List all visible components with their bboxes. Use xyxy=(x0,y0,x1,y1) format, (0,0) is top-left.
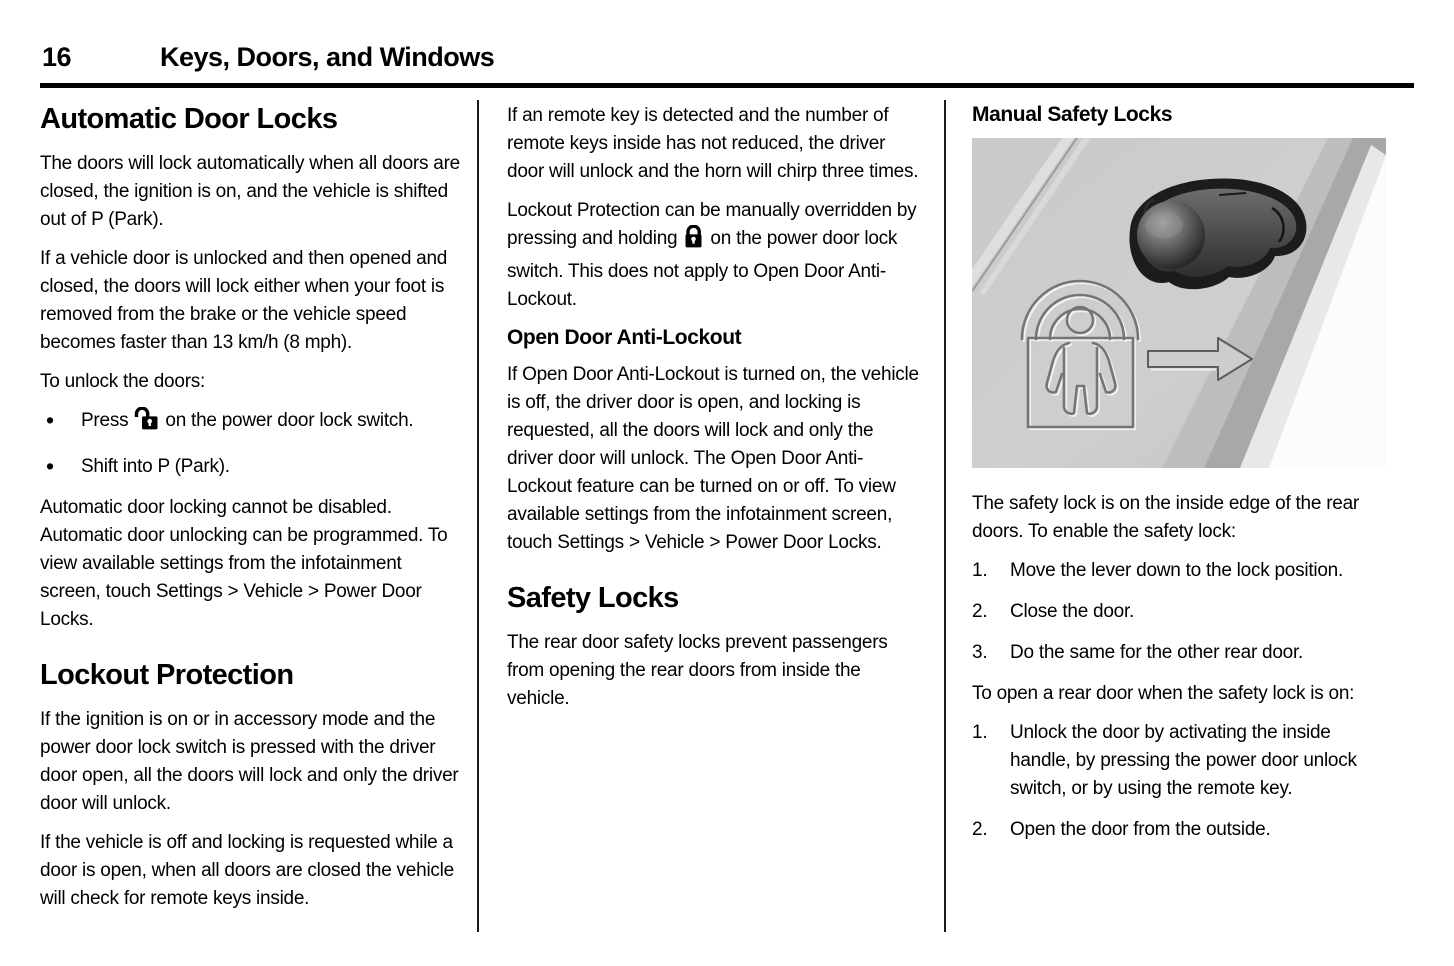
column-divider xyxy=(944,100,946,932)
paragraph xyxy=(507,197,921,314)
page-title: Keys, Doors, and Windows xyxy=(160,42,495,72)
numbered-step xyxy=(972,598,1386,626)
numbered-step xyxy=(972,719,1386,803)
numbered-step xyxy=(972,639,1386,667)
header-rule xyxy=(40,83,1414,88)
step-number: 1. xyxy=(972,560,988,581)
bullet-text xyxy=(81,407,413,440)
paragraph: The rear door safety locks prevent passengers from opening the rear doors from inside the vehicle. xyxy=(507,632,888,709)
step-number: 2. xyxy=(972,601,988,622)
step-text: Move the lever down to the lock position. xyxy=(1010,560,1343,581)
bullet-text: Shift into P (Park). xyxy=(81,456,230,477)
paragraph: If the vehicle is off and locking is requested while a door is open, when all doors are closed the vehicle will check for remote keys inside. xyxy=(40,832,454,909)
bullet-item xyxy=(40,453,464,481)
paragraph: If an remote key is detected and the number of remote keys inside has not reduced, the driver door will unlock and the horn will chirp three times. xyxy=(507,105,919,182)
section-heading-lockout-protection: Lockout Protection xyxy=(40,659,294,691)
lock-padlock-icon xyxy=(682,225,705,258)
paragraph: To unlock the doors: xyxy=(40,371,206,392)
step-text: Unlock the door by activating the inside handle, by pressing the power door unlock switch, or by using the remote key. xyxy=(1010,722,1357,799)
paragraph: If the ignition is on or in accessory mode and the power door lock switch is pressed with the driver door open, all the doors will lock and only the driver door will unlock. xyxy=(40,709,459,814)
paragraph: Automatic door locking cannot be disabled. Automatic door unlocking can be programmed. To view available settings from the infotainment screen, touch Settings > Vehicle > Power Door Locks. xyxy=(40,497,448,630)
paragraph-text-post: on the power door lock switch. This does not apply to Open Door Anti-Lockout. xyxy=(507,228,898,310)
step-number: 1. xyxy=(972,722,988,743)
section-heading-safety-locks: Safety Locks xyxy=(507,582,679,614)
column-3 xyxy=(972,102,1386,857)
unlock-padlock-icon xyxy=(133,407,160,440)
bullet-item xyxy=(40,407,464,440)
paragraph: The doors will lock automatically when all doors are closed, the ignition is on, and the vehicle is shifted out of P (Park). xyxy=(40,153,460,230)
bullet-text-post: on the power door lock switch. xyxy=(160,410,414,431)
numbered-step xyxy=(972,557,1386,585)
step-number: 2. xyxy=(972,819,988,840)
paragraph: If a vehicle door is unlocked and then opened and closed, the doors will lock either when your foot is removed from the brake or the vehicle speed becomes faster than 13 km/h (8 mph). xyxy=(40,248,448,353)
page-number: 16 xyxy=(42,42,72,72)
numbered-step xyxy=(972,816,1386,844)
step-text: Do the same for the other rear door. xyxy=(1010,642,1304,663)
child-safety-lock-door-edge-illustration xyxy=(972,138,1386,468)
subheading-manual-safety-locks: Manual Safety Locks xyxy=(972,103,1173,126)
paragraph-text-pre: Lockout Protection can be manually overridden by pressing and holding xyxy=(507,200,917,249)
step-text: Open the door from the outside. xyxy=(1010,819,1271,840)
paragraph: If Open Door Anti-Lockout is turned on, the vehicle is off, the driver door is open, and locking is requested, all the doors will lock and only the driver door will unlock. The Open Door Anti-Lockout feature can be turned on or off. To view available settings from the infotainment screen, touch Settings > Vehicle > Power Door Locks. xyxy=(507,364,919,553)
paragraph: The safety lock is on the inside edge of the rear doors. To enable the safety lock: xyxy=(972,493,1359,542)
column-divider xyxy=(477,100,479,932)
step-number: 3. xyxy=(972,642,988,663)
bullet-text-pre: Press xyxy=(81,410,134,431)
section-heading-automatic-door-locks: Automatic Door Locks xyxy=(40,103,338,135)
subheading-open-door-anti-lockout: Open Door Anti-Lockout xyxy=(507,326,742,349)
step-text: Close the door. xyxy=(1010,601,1135,622)
bullet-marker: • xyxy=(46,407,54,433)
column-2 xyxy=(507,102,921,724)
paragraph: To open a rear door when the safety lock is on: xyxy=(972,683,1355,704)
column-1 xyxy=(40,102,464,924)
bullet-marker: • xyxy=(46,453,54,479)
